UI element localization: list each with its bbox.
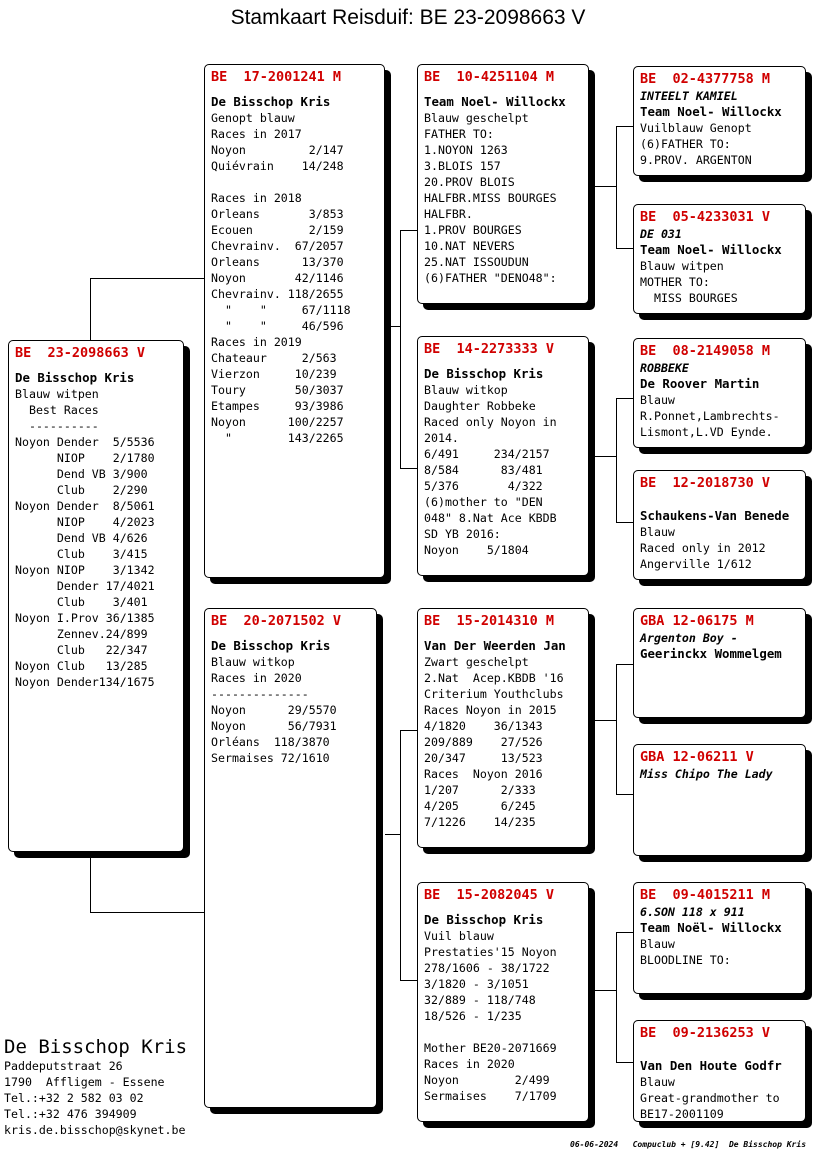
breeder-info [4,1036,187,1138]
connector [90,912,204,913]
text-line: SD YB 2016: [424,527,501,541]
connector [385,326,400,327]
text-line: Orleans 3/853 [211,207,344,221]
connector [400,468,417,469]
ring-number: BE 14-2273333 V [424,341,555,357]
connector [616,248,633,249]
owner-name: Team Noel- Willockx [640,104,782,119]
text-line: 1790 Affligem - Essene [4,1075,165,1089]
connector [616,794,633,795]
card-lines [640,120,799,168]
text-line: Sermaises 7/1709 [424,1089,557,1103]
text-line: 20/347 13/523 [424,751,543,765]
text-line: Races in 2017 [211,127,302,141]
owner-name: De Bisschop Kris [424,912,544,927]
text-line: kris.de.bisschop@skynet.be [4,1123,186,1137]
ggp-mff-card[interactable] [633,608,806,718]
text-line: (6)FATHER "DENO48": [424,271,557,285]
text-line: HALFBR.MISS BOURGES [424,191,557,205]
text-line: Zwart geschelpt [424,655,529,669]
text-line: 20.PROV BLOIS [424,175,515,189]
text-line: 10.NAT NEVERS [424,239,515,253]
text-line: 8/584 83/481 [424,463,543,477]
text-line: NIOP 2/1780 [15,451,155,465]
text-line: Great-grandmother to [640,1091,780,1105]
text-line: " " 46/596 [211,319,344,333]
ring-number: BE 09-2136253 V [640,1025,771,1041]
pigeon-name: DE 031 [640,227,682,241]
ggp-mmf-card[interactable] [633,882,806,994]
text-line: Noyon 2/147 [211,143,344,157]
owner-name: Geerinckx Wommelgem [640,646,782,661]
text-line: Prestaties'15 Noyon [424,945,557,959]
text-line: Noyon 42/1146 [211,271,344,285]
text-line: 2.Nat Acep.KBDB '16 [424,671,564,685]
text-line: MISS BOURGES [640,291,738,305]
text-line: (6)FATHER TO: [640,137,731,151]
text-line: 278/1606 - 38/1722 [424,961,550,975]
text-line: 4/205 6/245 [424,799,536,813]
text-line: 3.BLOIS 157 [424,159,501,173]
ring-number: BE 17-2001241 M [211,69,342,85]
footer-credit: 06-06-2024 Compuclub + [9.42] De Bisschop Kris [570,1140,807,1149]
owner-name: Schaukens-Van Benede [640,508,790,523]
text-line: Chateaur 2/563 [211,351,337,365]
text-line: Dender 17/4021 [15,579,155,593]
card-lines [211,110,378,446]
text-line: Quiévrain 14/248 [211,159,344,173]
text-line: 25.NAT ISSOUDUN [424,255,529,269]
text-line: Blauw witpen [640,259,724,273]
ring-number: BE 09-4015211 M [640,887,771,903]
text-line: Club 3/415 [15,547,148,561]
connector [90,858,91,912]
text-line: Club 22/347 [15,643,148,657]
connector [616,1062,633,1063]
text-line: 32/889 - 118/748 [424,993,536,1007]
father-card[interactable] [204,64,385,578]
connector [616,664,617,794]
ring-number: BE 02-4377758 M [640,71,771,87]
text-line: 1/207 2/333 [424,783,536,797]
connector [594,456,616,457]
text-line: 1.NOYON 1263 [424,143,508,157]
text-line: Noyon NIOP 3/1342 [15,563,155,577]
connector [400,230,401,468]
pigeon-name: ROBBEKE [640,361,689,375]
text-line: Chevrainv. 67/2057 [211,239,344,253]
pigeon-name: 6.SON 118 x 911 [640,905,745,919]
ring-number: BE 10-4251104 M [424,69,555,85]
text-line: Best Races [15,403,99,417]
ring-number: BE 15-2082045 V [424,887,555,903]
text-line: Paddeputstraat 26 [4,1059,123,1073]
text-line: HALFBR. [424,207,473,221]
text-line: " 143/2265 [211,431,344,445]
connector [616,664,633,665]
pigeon-name: Argenton Boy - [640,631,738,645]
text-line: Orleans 13/370 [211,255,344,269]
text-line: Blauw geschelpt [424,111,529,125]
text-line: Genopt blauw [211,111,295,125]
text-line: 6/491 234/2157 [424,447,550,461]
text-line: BE17-2001109 [640,1107,724,1121]
text-line: Races Noyon in 2015 [424,703,557,717]
text-line: Dend VB 3/900 [15,467,148,481]
text-line: Vuilblauw Genopt [640,121,752,135]
owner-name: Team Noel- Willockx [640,242,782,257]
text-line: Races in 2020 [424,1057,515,1071]
text-line: Noyon 5/1804 [424,543,529,557]
owner-name: De Bisschop Kris [424,366,544,381]
breeder-lines [4,1058,187,1138]
text-line: 5/376 4/322 [424,479,543,493]
connector [616,398,633,399]
breeder-name: De Bisschop Kris [4,1036,188,1058]
text-line: Zennev.24/899 [15,627,148,641]
text-line: Noyon Club 13/285 [15,659,148,673]
grandmother-maternal-card[interactable] [417,882,589,1122]
pigeon-name: Miss Chipo The Lady [640,767,773,781]
text-line: 4/1820 36/1343 [424,719,543,733]
text-line: Orléans 118/3870 [211,735,330,749]
text-line: Tel.:+32 2 582 03 02 [4,1091,144,1105]
text-line: Sermaises 72/1610 [211,751,330,765]
text-line: Etampes 93/3986 [211,399,344,413]
connector [616,932,617,1062]
card-lines [640,392,799,440]
text-line: R.Ponnet,Lambrechts- [640,409,780,423]
card-lines [640,1074,799,1122]
ring-number: BE 15-2014310 M [424,613,555,629]
card-lines [640,258,799,306]
text-line: Blauw witkop [211,655,295,669]
text-line: Angerville 1/612 [640,557,752,571]
pigeon-name: INTEELT KAMIEL [640,89,738,103]
connector [616,398,617,522]
card-lines [424,382,582,558]
text-line: 3/1820 - 3/1051 [424,977,529,991]
card-lines [424,928,582,1104]
owner-name: Team Noel- Willockx [424,94,566,109]
text-line: Blauw [640,937,675,951]
ring-number: BE 12-2018730 V [640,475,771,491]
card-lines [640,936,799,968]
ggp-fmm-card[interactable] [633,470,806,580]
text-line: Noyon 56/7931 [211,719,337,733]
mother-card[interactable] [204,608,377,1108]
text-line: Blauw witkop [424,383,508,397]
text-line: Dend VB 4/626 [15,531,148,545]
text-line: BLOODLINE TO: [640,953,731,967]
text-line: Daughter Robbeke [424,399,536,413]
text-line: Noyon 2/499 [424,1073,550,1087]
text-line: Tel.:+32 476 394909 [4,1107,137,1121]
owner-name: De Bisschop Kris [15,370,135,385]
owner-name: Van Der Weerden Jan [424,638,566,653]
connector [385,834,400,835]
text-line [211,174,378,190]
ggp-mmm-card[interactable] [633,1020,806,1122]
ring-number: GBA 12-06211 V [640,749,754,765]
text-line: Blauw [640,393,675,407]
text-line: Ecouen 2/159 [211,223,344,237]
connector [400,230,417,231]
text-line: 209/889 27/526 [424,735,543,749]
ring-number: BE 23-2098663 V [15,345,146,361]
text-line: Toury 50/3037 [211,383,344,397]
text-line: NIOP 4/2023 [15,515,155,529]
connector [616,522,633,523]
text-line: 048" 8.Nat Ace KBDB [424,511,557,525]
owner-name: De Roover Martin [640,376,760,391]
connector [90,278,91,340]
text-line: Vierzon 10/239 [211,367,337,381]
connector [616,126,633,127]
text-line: Chevrainv. 118/2655 [211,287,344,301]
owner-name: De Bisschop Kris [211,638,331,653]
text-line: 2014. [424,431,459,445]
text-line: 9.PROV. ARGENTON [640,153,752,167]
text-line: Noyon 29/5570 [211,703,337,717]
text-line: FATHER TO: [424,127,494,141]
text-line: Mother BE20-2071669 [424,1041,557,1055]
text-line: Races in 2019 [211,335,302,349]
ggp-fff-card[interactable] [633,66,806,176]
connector [616,932,633,933]
text-line: Blauw [640,1075,675,1089]
text-line: Races in 2020 [211,671,302,685]
connector [594,990,616,991]
text-line: Blauw [640,525,675,539]
text-line: Raced only in 2012 [640,541,766,555]
owner-name: Van Den Houte Godfr [640,1058,782,1073]
text-line: " " 67/1118 [211,303,351,317]
text-line: Club 3/401 [15,595,148,609]
text-line: Noyon Dender 8/5061 [15,499,155,513]
ring-number: BE 08-2149058 M [640,343,771,359]
text-line: -------------- [211,687,309,701]
card-lines [424,110,582,286]
text-line: Criterium Youthclubs [424,687,564,701]
subject-card[interactable] [8,340,184,852]
text-line: Noyon 100/2257 [211,415,344,429]
ring-number: GBA 12-06175 M [640,613,754,629]
card-lines [640,524,799,572]
pigeon-name [640,1042,799,1058]
ggp-ffm-card[interactable] [633,204,806,314]
text-line [424,1024,582,1040]
ring-number: BE 20-2071502 V [211,613,342,629]
text-line: 18/526 - 1/235 [424,1009,522,1023]
text-line: ---------- [15,419,99,433]
pigeon-name [640,492,799,508]
text-line: Races in 2018 [211,191,302,205]
text-line: Noyon I.Prov 36/1385 [15,611,155,625]
page-title: Stamkaart Reisduif: BE 23-2098663 V [230,6,586,29]
connector [616,126,617,248]
card-lines [211,654,370,766]
text-line: Vuil blauw [424,929,494,943]
text-line: (6)mother to "DEN [424,495,543,509]
text-line: Noyon Dender134/1675 [15,675,155,689]
connector [400,730,417,731]
grandfather-paternal-card[interactable] [417,64,589,304]
text-line: 7/1226 14/235 [424,815,536,829]
text-line: Noyon Dender 5/5536 [15,435,155,449]
text-line: Blauw witpen [15,387,99,401]
owner-name: De Bisschop Kris [211,94,331,109]
ggp-fmf-card[interactable] [633,338,806,448]
connector [90,278,204,279]
text-line: 1.PROV BOURGES [424,223,522,237]
text-line: Lismont,L.VD Eynde. [640,425,773,439]
connector [400,730,401,980]
text-line: Races Noyon 2016 [424,767,543,781]
text-line: Raced only Noyon in [424,415,557,429]
connector [594,186,616,187]
text-line: MOTHER TO: [640,275,710,289]
ggp-mfm-card[interactable] [633,744,806,856]
card-lines [424,654,582,830]
grandfather-maternal-card[interactable] [417,608,589,848]
connector [400,980,417,981]
text-line: Club 2/290 [15,483,148,497]
connector [594,720,616,721]
card-lines [15,386,177,690]
ring-number: BE 05-4233031 V [640,209,771,225]
owner-name: Team Noël- Willockx [640,920,782,935]
grandmother-paternal-card[interactable] [417,336,589,576]
